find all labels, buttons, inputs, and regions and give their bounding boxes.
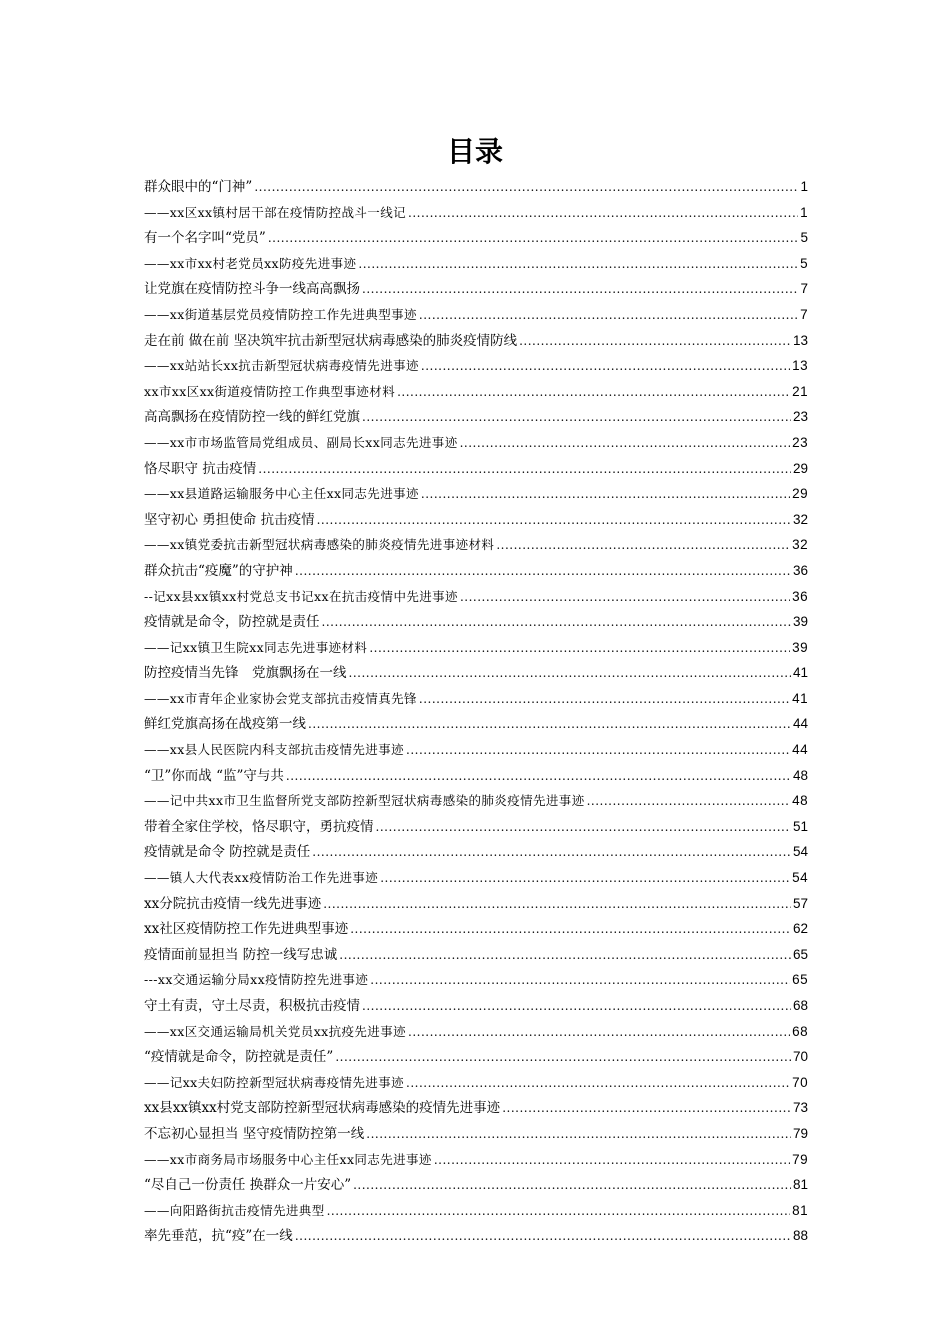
toc-entry-title: 有一个名字叫“党员” [144, 230, 266, 247]
toc-entry-page-number: 62 [792, 921, 808, 937]
toc-dot-leader [587, 789, 791, 814]
toc-entry-page-number: 1 [800, 204, 808, 220]
toc-entry-title: ——xx市市场监管局党组成员、副局长xx同志先进事迹 [144, 434, 458, 450]
toc-entry-title: ——xx市xx村老党员xx防疫先进事迹 [144, 255, 357, 271]
toc-entry[interactable] [144, 353, 808, 379]
toc-entry-page-number: 79 [792, 1151, 808, 1167]
toc-entry[interactable] [144, 507, 808, 533]
toc-dot-leader [419, 687, 790, 712]
toc-entry-title: ——向阳路街抗击疫情先进典型 [144, 1202, 325, 1218]
toc-dot-leader [380, 866, 790, 891]
toc-entry-title: 守土有责，守土尽责，积极抗击疫情 [144, 998, 360, 1014]
toc-dot-leader [406, 738, 790, 763]
toc-dot-leader [406, 1071, 790, 1096]
toc-entry[interactable] [144, 660, 808, 686]
toc-dot-leader [335, 1045, 791, 1070]
toc-entry-title: “疫情就是命令，防控就是责任” [144, 1049, 334, 1066]
toc-entry-title: ——xx市商务局市场服务中心主任xx同志先进事迹 [144, 1151, 432, 1167]
toc-entry-title: ——xx区xx镇村居干部在疫情防控战斗一线记 [144, 204, 406, 220]
toc-dot-leader [358, 252, 798, 277]
toc-entry-page-number: 48 [792, 793, 808, 809]
toc-entry-page-number: 36 [792, 562, 808, 578]
toc-entry[interactable] [144, 456, 808, 482]
toc-entry[interactable] [144, 635, 808, 661]
toc-entry[interactable] [144, 967, 808, 993]
toc-dot-leader [322, 610, 791, 635]
toc-entry-title: 防控疫情当先锋 党旗飘扬在一线 [144, 665, 347, 682]
toc-entry[interactable] [144, 763, 808, 789]
toc-entry-title: ——xx区交通运输局机关党员xx抗疫先进事迹 [144, 1023, 406, 1039]
toc-entry-page-number: 13 [792, 332, 808, 348]
toc-entry-page-number: 88 [792, 1228, 808, 1244]
toc-entry-page-number: 7 [800, 281, 808, 297]
toc-entry[interactable] [144, 1121, 808, 1147]
toc-title: 目录 [446, 135, 503, 168]
toc-entry-page-number: 32 [792, 537, 808, 553]
toc-entry-title: 带着全家住学校，恪尽职守，勇抗疫情 [144, 818, 374, 835]
toc-entry-title: 疫情就是命令，防控就是责任 [144, 614, 320, 631]
toc-entry-page-number: 54 [792, 870, 808, 886]
toc-entry-title: 鲜红党旗高扬在战疫第一线 [144, 716, 306, 733]
toc-entry-title: 率先垂范，抗“疫”在一线 [144, 1228, 293, 1245]
toc-entry-title: --记xx县xx镇xx村党总支书记xx在抗击疫情中先进事迹 [144, 588, 458, 604]
toc-dot-leader [519, 329, 791, 354]
toc-entry-page-number: 65 [792, 946, 808, 962]
toc-dot-leader [339, 943, 791, 968]
toc-entry-page-number: 29 [792, 486, 808, 502]
toc-entry-title: 走在前 做在前 坚决筑牢抗击新型冠状病毒感染的肺炎疫情防线 [144, 332, 518, 349]
toc-entry-title: ——记xx镇卫生院xx同志先进事迹材料 [144, 639, 368, 655]
toc-entry[interactable] [144, 814, 808, 840]
toc-entry[interactable] [144, 711, 808, 737]
toc-entry[interactable] [144, 1147, 808, 1173]
toc-entry-title: 疫情面前显担当 防控一线写忠诚 [144, 946, 338, 963]
toc-entry-title: 恪尽职守 抗击疫情 [144, 460, 257, 477]
toc-entry-page-number: 36 [792, 588, 808, 604]
toc-entry-page-number: 41 [792, 665, 808, 681]
toc-entry-page-number: 39 [792, 639, 808, 655]
toc-entry-title: 高高飘扬在疫情防控一线的鲜红党旗 [144, 409, 360, 426]
toc-entry-title: ——xx市青年企业家协会党支部抗击疫情真先锋 [144, 690, 417, 706]
toc-entry[interactable] [144, 839, 808, 865]
toc-dot-leader [353, 1173, 791, 1198]
toc-entry-page-number: 23 [792, 409, 808, 425]
toc-entry[interactable] [144, 891, 808, 917]
toc-entry-page-number: 54 [792, 844, 808, 860]
toc-entry-page-number: 32 [792, 511, 808, 527]
toc-entry[interactable] [144, 302, 808, 328]
toc-entry-page-number: 13 [792, 358, 808, 374]
toc-entry-title: ---xx交通运输分局xx疫情防控先进事迹 [144, 972, 369, 988]
toc-entry-title: ——xx县道路运输服务中心主任xx同志先进事迹 [144, 486, 419, 502]
toc-entry-title: “卫”你而战 “监”守与共 [144, 767, 284, 784]
toc-entry-page-number: 29 [792, 460, 808, 476]
toc-dot-leader [369, 636, 790, 661]
toc-dot-leader [434, 1148, 790, 1173]
toc-dot-leader [370, 968, 790, 993]
toc-dot-leader [502, 1096, 791, 1121]
toc-dot-leader [317, 508, 791, 533]
toc-entry[interactable] [144, 1223, 808, 1249]
toc-entry-page-number: 70 [792, 1074, 808, 1090]
toc-entry-page-number: 51 [792, 818, 808, 834]
toc-entry-page-number: 7 [800, 306, 808, 322]
toc-entry-title: 疫情就是命令 防控就是责任 [144, 844, 311, 861]
toc-entry-page-number: 44 [792, 742, 808, 758]
toc-entry[interactable] [144, 481, 808, 507]
toc-entry-title: ——xx县人民医院内科支部抗击疫情先进事迹 [144, 742, 404, 758]
toc-entry-title: xx县xx镇xx村党支部防控新型冠状病毒感染的疫情先进事迹 [144, 1100, 501, 1117]
toc-entry-title: xx社区疫情防控工作先进典型事迹 [144, 921, 349, 938]
toc-entry-page-number: 5 [800, 255, 808, 271]
toc-entry-title: 让党旗在疫情防控斗争一线高高飘扬 [144, 281, 360, 298]
toc-dot-leader [308, 712, 791, 737]
toc-entry-page-number: 23 [792, 434, 808, 450]
toc-entry[interactable] [144, 174, 808, 200]
toc-entry-title: 群众抗击“疫魔”的守护神 [144, 562, 293, 579]
toc-entry[interactable] [144, 942, 808, 968]
toc-entry-title: 群众眼中的“门神” [144, 179, 253, 195]
toc-dot-leader [362, 994, 791, 1019]
toc-entry[interactable] [144, 1198, 808, 1224]
toc-dot-leader [350, 917, 791, 942]
toc-entry[interactable] [144, 584, 808, 610]
toc-entry[interactable] [144, 430, 808, 456]
toc-entry-page-number: 39 [792, 614, 808, 630]
toc-entry[interactable] [144, 686, 808, 712]
toc-entry-page-number: 65 [792, 972, 808, 988]
toc-dot-leader [460, 431, 791, 456]
toc-dot-leader [366, 1122, 791, 1147]
toc-dot-leader [295, 1224, 791, 1249]
toc-entry-title: ——记中共xx市卫生监督所党支部防控新型冠状病毒感染的肺炎疫情先进事迹 [144, 793, 585, 809]
toc-entry-title: ——xx街道基层党员疫情防控工作先进典型事迹 [144, 306, 417, 322]
toc-entry[interactable] [144, 558, 808, 584]
toc-entry-title: ——镇人大代表xx疫情防治工作先进事迹 [144, 870, 379, 886]
toc-entry[interactable] [144, 1019, 808, 1045]
toc-list [144, 174, 808, 1249]
toc-entry[interactable] [144, 609, 808, 635]
toc-entry-page-number: 81 [792, 1177, 808, 1193]
toc-dot-leader [362, 405, 791, 430]
toc-entry-title: xx市xx区xx街道疫情防控工作典型事迹材料 [144, 383, 396, 399]
toc-dot-leader [327, 1199, 791, 1224]
toc-entry[interactable] [144, 225, 808, 251]
toc-entry[interactable] [144, 532, 808, 558]
toc-entry-title: xx分院抗击疫情一线先进事迹 [144, 895, 322, 912]
toc-entry-title: ——xx站站长xx抗击新型冠状病毒疫情先进事迹 [144, 358, 419, 374]
toc-entry-page-number: 44 [792, 716, 808, 732]
toc-dot-leader [460, 585, 790, 610]
toc-entry-page-number: 68 [792, 998, 808, 1013]
toc-dot-leader [323, 892, 791, 917]
toc-dot-leader [419, 303, 798, 328]
toc-dot-leader [397, 380, 790, 405]
toc-entry-page-number: 81 [792, 1202, 808, 1218]
toc-entry[interactable] [144, 737, 808, 763]
toc-entry[interactable] [144, 865, 808, 891]
toc-dot-leader [408, 201, 798, 226]
toc-entry-title: 坚守初心 勇担使命 抗击疫情 [144, 511, 315, 528]
toc-entry-title: ——xx镇党委抗击新型冠状病毒感染的肺炎疫情先进事迹材料 [144, 537, 495, 553]
toc-entry[interactable] [144, 379, 808, 405]
toc-entry-title: 不忘初心显担当 坚守疫情防控第一线 [144, 1125, 365, 1142]
toc-entry[interactable] [144, 251, 808, 277]
toc-entry-title: ——记xx夫妇防控新型冠状病毒疫情先进事迹 [144, 1074, 404, 1090]
toc-entry-page-number: 79 [792, 1125, 808, 1141]
toc-dot-leader [295, 559, 791, 584]
toc-entry-page-number: 21 [792, 383, 808, 399]
toc-entry[interactable] [144, 993, 808, 1019]
toc-dot-leader [312, 840, 791, 865]
toc-entry-page-number: 1 [800, 179, 808, 194]
toc-entry-page-number: 5 [800, 230, 808, 246]
toc-dot-leader [254, 175, 798, 200]
toc-entry[interactable] [144, 788, 808, 814]
toc-entry[interactable] [144, 276, 808, 302]
toc-entry-page-number: 68 [792, 1023, 808, 1039]
toc-entry-title: “尽自己一份责任 换群众一片安心” [144, 1177, 352, 1194]
toc-entry-page-number: 48 [792, 767, 808, 783]
toc-entry-page-number: 57 [792, 895, 808, 911]
toc-dot-leader [496, 533, 790, 558]
toc-entry[interactable] [144, 916, 808, 942]
toc-entry[interactable] [144, 1044, 808, 1070]
toc-dot-leader [376, 815, 791, 840]
toc-entry-page-number: 73 [792, 1100, 808, 1116]
toc-entry[interactable] [144, 1070, 808, 1096]
toc-dot-leader [258, 457, 791, 482]
toc-entry[interactable] [144, 200, 808, 226]
toc-entry[interactable] [144, 1095, 808, 1121]
toc-entry[interactable] [144, 328, 808, 354]
toc-entry[interactable] [144, 404, 808, 430]
toc-entry-page-number: 41 [792, 690, 808, 706]
toc-dot-leader [421, 482, 790, 507]
toc-entry-page-number: 70 [792, 1049, 808, 1065]
toc-dot-leader [408, 1020, 790, 1045]
toc-dot-leader [421, 354, 790, 379]
toc-dot-leader [349, 661, 791, 686]
toc-dot-leader [362, 277, 798, 302]
toc-dot-leader [286, 764, 791, 789]
toc-dot-leader [268, 226, 799, 251]
toc-entry[interactable] [144, 1172, 808, 1198]
